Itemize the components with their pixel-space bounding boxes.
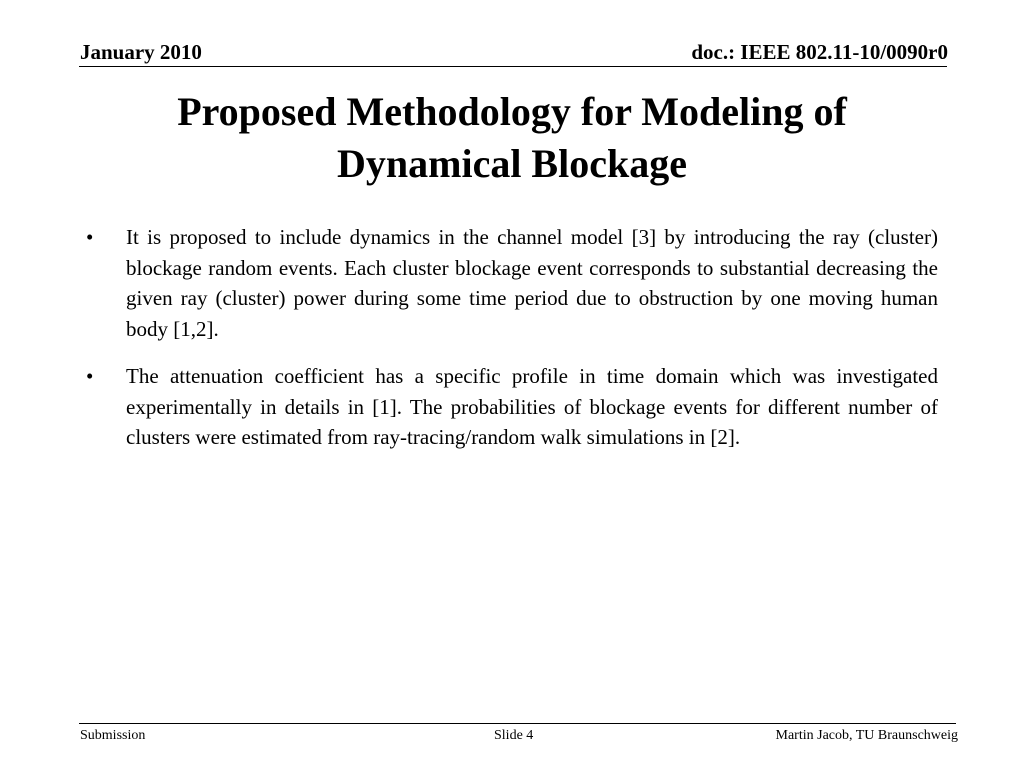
header-divider	[79, 66, 947, 67]
slide-title-line-2: Dynamical Blockage	[337, 141, 687, 186]
bullet-icon: •	[86, 364, 94, 388]
slide-title	[60, 86, 964, 190]
document-id: doc.: IEEE 802.11-10/0090r0	[691, 40, 948, 64]
bullet-item	[86, 361, 938, 453]
footer-divider	[79, 723, 956, 724]
bullet-icon: •	[86, 225, 94, 249]
bullet-text: It is proposed to include dynamics in the channel model [3] by introducing the ray (cluster) blockage random events. Each cluster blockage event corresponds to substantial decreasing the given ray (cluster) power during some time period due to obstruction by one moving human body [1,2].	[126, 225, 938, 341]
footer-author: Martin Jacob, TU Braunschweig	[775, 728, 958, 743]
slide-number: Slide 4	[494, 728, 534, 743]
bullet-item	[86, 222, 938, 344]
footer-submission: Submission	[80, 728, 146, 743]
bullet-text: The attenuation coefficient has a specific profile in time domain which was investigated experimentally in details in [1]. The probabilities of blockage events for different number of clusters were estimated from ray-tracing/random walk simulations in [2].	[126, 364, 938, 449]
header-date: January 2010	[80, 40, 202, 64]
bullet-list	[86, 222, 938, 470]
slide-title-line-1: Proposed Methodology for Modeling of	[177, 89, 847, 134]
